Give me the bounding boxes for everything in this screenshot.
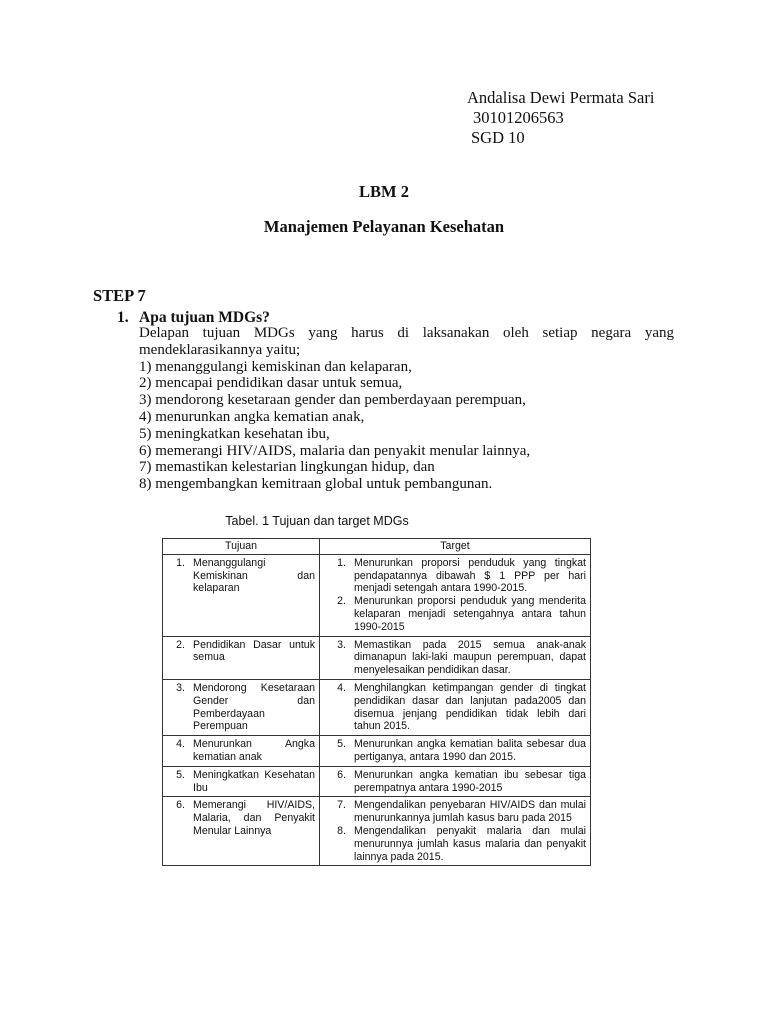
goal-text: Menurunkan Angka kematian anak xyxy=(193,738,315,763)
goal-cell xyxy=(163,636,320,679)
list-item: 7) memastikan kelestarian lingkungan hidup, dan xyxy=(139,459,435,476)
list-item: 6) memerangi HIV/AIDS, malaria dan penyakit menular lainnya, xyxy=(139,442,531,459)
goal-number: 5. xyxy=(176,768,185,781)
table-header-row xyxy=(163,539,591,555)
table-row xyxy=(163,766,591,797)
target-text: Menurunkan angka kematian balita sebesar dua pertiganya, antara 1990 dan 2015. xyxy=(354,738,586,763)
target-number: 8. xyxy=(337,824,346,837)
answer-intro: Delapan tujuan MDGs yang harus di laksanakan oleh setiap negara yang mendeklarasikannya yaitu; xyxy=(139,325,674,358)
goal-text: Menanggulangi Kemiskinan dan kelaparan xyxy=(193,556,315,595)
goal-cell xyxy=(163,679,320,735)
target-cell xyxy=(320,554,591,636)
goal-cell xyxy=(163,736,320,767)
mdg-table xyxy=(162,538,591,866)
goal-cell xyxy=(163,554,320,636)
goal-cell xyxy=(163,797,320,866)
target-number: 4. xyxy=(337,681,346,694)
target-cell xyxy=(320,679,591,735)
goal-text: Pendidikan Dasar untuk semua xyxy=(193,638,315,664)
table-row xyxy=(163,679,591,735)
target-text: Menghilangkan ketimpangan gender di tingkat pendidikan dasar dan lanjutan pada2005 dan disemua jenjang pendidikan tidak lebih dari tahun 2015. xyxy=(354,681,586,733)
question-title: Apa tujuan MDGs? xyxy=(139,309,270,326)
target-text: Menurunkan angka kematian ibu sebesar tiga perempatnya antara 1990-2015 xyxy=(354,768,586,794)
goal-cell xyxy=(163,766,320,797)
table-row xyxy=(163,636,591,679)
header-tujuan: Tujuan xyxy=(163,539,320,555)
table-row xyxy=(163,797,591,866)
list-item: 2) mencapai pendidikan dasar untuk semua, xyxy=(139,375,403,392)
list-item: 1) menanggulangi kemiskinan dan kelaparan, xyxy=(139,358,412,375)
target-cell xyxy=(320,736,591,767)
goal-text: Mendorong Kesetaraan Gender dan Pemberdayaan Perempuan xyxy=(193,681,315,733)
goal-text: Memerangi HIV/AIDS, Malaria, dan Penyakit Menular Lainnya xyxy=(193,799,315,837)
goal-text: Meningkatkan Kesehatan Ibu xyxy=(193,768,315,794)
target-text: Memastikan pada 2015 semua anak-anak dimanapun laki-laki maupun perempuan, dapat menyelesaikan pendidikan dasar. xyxy=(354,638,586,677)
target-number: 2. xyxy=(337,595,346,608)
author-info xyxy=(467,88,654,148)
author-name: Andalisa Dewi Permata Sari xyxy=(467,88,655,107)
target-number: 1. xyxy=(337,556,346,569)
table-row xyxy=(163,736,591,767)
step-heading: STEP 7 xyxy=(93,286,146,305)
answer-block xyxy=(139,325,674,493)
target-cell xyxy=(320,636,591,679)
table-caption: Tabel. 1 Tujuan dan target MDGs xyxy=(225,514,409,528)
question-number: 1. xyxy=(117,309,129,326)
table-row xyxy=(163,554,591,636)
list-item: 8) mengembangkan kemitraan global untuk pembangunan. xyxy=(139,476,493,493)
target-text: Menurunkan proporsi penduduk yang menderita kelaparan menjadi setengahnya antara tahun 1990-2015 xyxy=(354,595,586,633)
group-label: SGD 10 xyxy=(471,128,525,147)
list-item: 4) menurunkan angka kematian anak, xyxy=(139,408,365,425)
goals-list xyxy=(139,359,674,493)
target-cell xyxy=(320,766,591,797)
document-title: Manajemen Pelayanan Kesehatan xyxy=(263,217,505,236)
target-number: 6. xyxy=(337,768,346,781)
target-number: 7. xyxy=(337,799,346,812)
goal-number: 6. xyxy=(176,799,185,812)
target-number: 5. xyxy=(337,738,346,751)
target-text: Mengendalikan penyebaran HIV/AIDS dan mulai menurunkannya jumlah kasus baru pada 2015 xyxy=(354,799,586,825)
goal-number: 3. xyxy=(176,681,185,694)
student-id: 30101206563 xyxy=(473,108,564,127)
target-text: Mengendalikan penyakit malaria dan mulai menurunnya jumlah kasus malaria dan penyakit lainnya pada 2015. xyxy=(354,824,586,863)
lbm-heading: LBM 2 xyxy=(359,182,409,201)
goal-number: 4. xyxy=(176,738,185,751)
target-number: 3. xyxy=(337,638,346,651)
header-target: Target xyxy=(320,539,591,555)
target-cell xyxy=(320,797,591,866)
target-text: Menurunkan proporsi penduduk yang tingkat pendapatannya dibawah $ 1 PPP per hari menjadi setengah antara 1990-2015. xyxy=(354,556,586,595)
list-item: 5) meningkatkan kesehatan ibu, xyxy=(139,425,330,442)
goal-number: 1. xyxy=(176,556,185,569)
goal-number: 2. xyxy=(176,638,185,651)
list-item: 3) mendorong kesetaraan gender dan pemberdayaan perempuan, xyxy=(139,392,526,409)
